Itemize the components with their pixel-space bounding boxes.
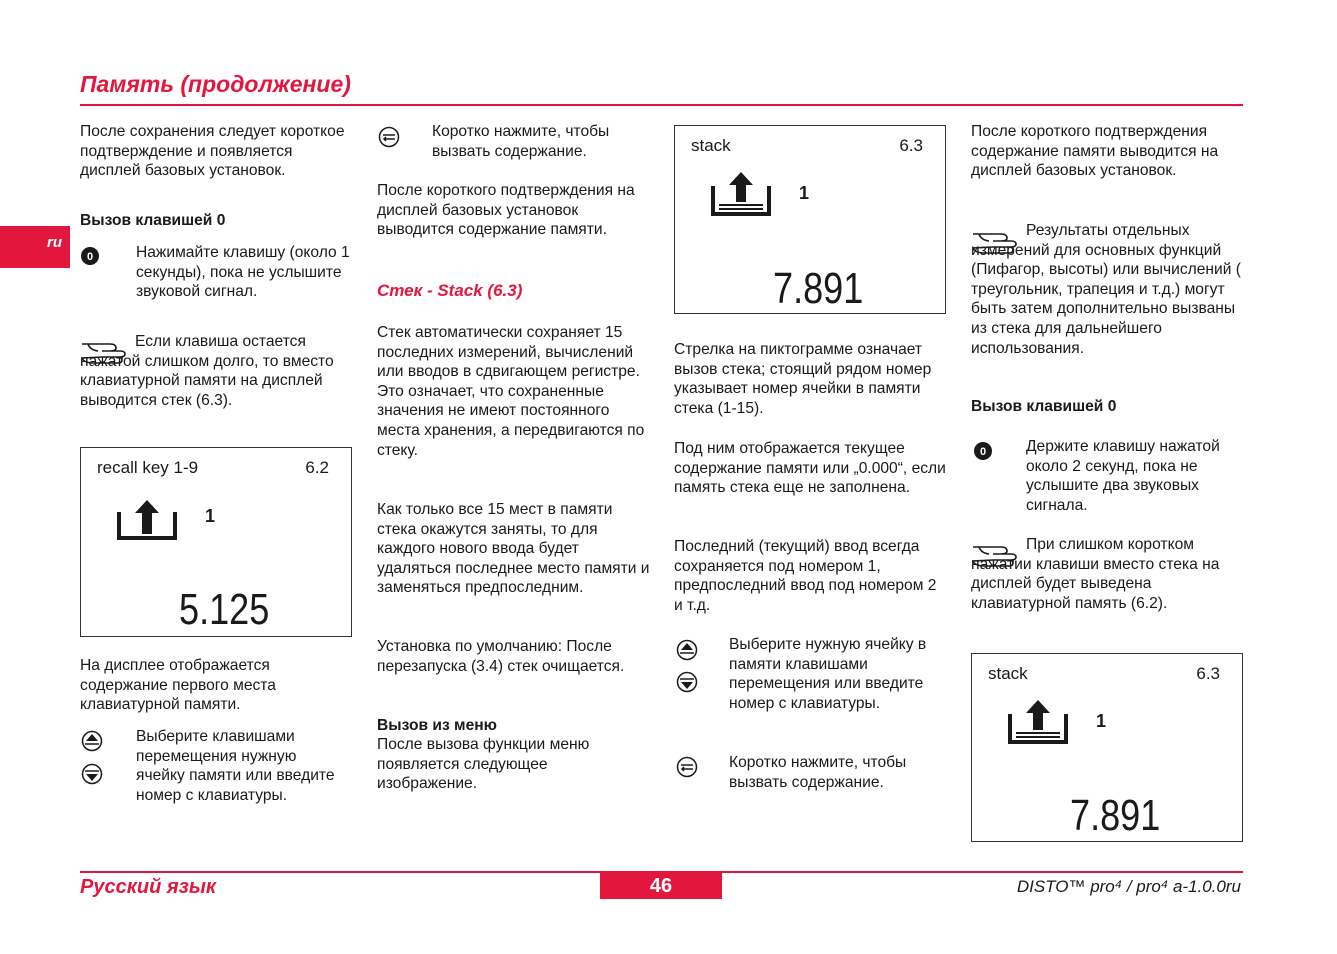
col3-p1: Стрелка на пиктограмме означает вызов стека; стоящий рядом номер указывает номер ячейки в памяти стека (1-15). bbox=[674, 341, 932, 417]
col3-nav-text: Выберите нужную ячейку в памяти клавишами перемещения или введите номер с клавиатуры. bbox=[729, 636, 927, 712]
arrow-down-key-icon bbox=[81, 763, 103, 790]
col4-key-heading: Вызов клавишей 0 bbox=[971, 398, 1117, 415]
memory-recall-icon bbox=[117, 498, 179, 545]
col3-p3: Последний (текущий) ввод всегда сохраняется под номером 1, предпоследний ввод под номером 2 и т.д. bbox=[674, 538, 937, 614]
svg-text:0: 0 bbox=[979, 446, 987, 458]
language-tab: ru bbox=[0, 226, 70, 268]
col2-press-text: Коротко нажмите, чтобы вызвать содержание. bbox=[432, 123, 610, 160]
display-cell-number: 1 bbox=[205, 506, 216, 526]
col2-menu-heading: Вызов из меню bbox=[377, 717, 497, 734]
footer-language: Русский язык bbox=[80, 876, 217, 898]
col4-key-text: Держите клавишу нажатой около 2 секунд, пока не услышите два звуковых сигнала. bbox=[1026, 438, 1220, 514]
col1-key-text: Нажимайте клавишу (около 1 секунды), пока не услышите звуковой сигнал. bbox=[136, 244, 350, 301]
col2-after-press: После короткого подтверждения на дисплей базовых установок выводится содержание памяти. bbox=[377, 182, 635, 239]
display-cell-number: 1 bbox=[799, 183, 810, 203]
display-label: stack bbox=[691, 136, 731, 155]
col4-intro: После короткого подтверждения содержание памяти выводится на дисплей базовых установок. bbox=[971, 123, 1219, 180]
header-rule bbox=[80, 104, 1243, 106]
section-title-stack: Стек - Stack (6.3) bbox=[377, 281, 523, 300]
display-code: 6.2 bbox=[305, 458, 329, 477]
enter-key-icon bbox=[676, 756, 698, 783]
footer-product: DISTO™ pro⁴ / pro⁴ a-1.0.0ru bbox=[1016, 877, 1241, 896]
col1-key-heading: Вызов клавишей 0 bbox=[80, 212, 226, 229]
display-code: 6.3 bbox=[1196, 664, 1220, 683]
arrow-up-key-icon bbox=[676, 639, 698, 666]
display-label: recall key 1-9 bbox=[97, 458, 199, 477]
display-code: 6.3 bbox=[899, 136, 923, 155]
col2-p2: Как только все 15 мест в памяти стека окажутся заняты, то для каждого нового ввода будет удаляться последнее место памяти и заменяться предпоследним. bbox=[377, 501, 650, 597]
page-number: 46 bbox=[600, 873, 722, 899]
display-recall-key bbox=[80, 447, 352, 637]
col4-note1: Результаты отдельных измерений для основных функций (Пифагор, высоты) или вычислений ( треугольник, трапеция и т.д.) могут быть затем дополнительно вызваны из стека для дальнейшего использования. bbox=[971, 222, 1241, 357]
col3-p2: Под ним отображается текущее содержание памяти или „0.000“, если память стека еще не заполнена. bbox=[674, 440, 946, 497]
display-stack-1 bbox=[674, 125, 946, 314]
display-value: 7.891 bbox=[1070, 791, 1161, 840]
display-cell-number: 1 bbox=[1096, 711, 1107, 731]
arrow-down-key-icon bbox=[676, 671, 698, 698]
arrow-up-key-icon bbox=[81, 730, 103, 757]
col1-intro: После сохранения следует короткое подтверждение и появляется дисплей базовых установок. bbox=[80, 123, 345, 180]
col2-p3: Установка по умолчанию: После перезапуска (3.4) стек очищается. bbox=[377, 638, 625, 675]
col1-after-display: На дисплее отображается содержание первого места клавиатурной памяти. bbox=[80, 657, 276, 714]
col2-p1: Стек автоматически сохраняет 15 последних измерений, вычислений или вводов в сдвигающем регистре. Это означает, что сохраненные значения не имеют постоянного места хранения, а передвигаются по стеку. bbox=[377, 324, 645, 459]
page-title: Память (продолжение) bbox=[80, 71, 351, 97]
display-stack-2 bbox=[971, 653, 1243, 842]
col1-nav-text: Выберите клавишами перемещения нужную ячейку памяти или введите номер с клавиатуры. bbox=[136, 728, 335, 804]
stack-recall-icon bbox=[711, 170, 773, 221]
display-value: 7.891 bbox=[773, 264, 864, 313]
display-label: stack bbox=[988, 664, 1028, 683]
stack-recall-icon bbox=[1008, 698, 1070, 749]
enter-key-icon bbox=[378, 126, 400, 153]
col1-note: Если клавиша остается нажатой слишком долго, то вместо клавиатурной памяти на дисплей выводится стек (6.3). bbox=[80, 333, 334, 409]
col2-menu-text: После вызова функции меню появляется следующее изображение. bbox=[377, 736, 590, 793]
key-zero-icon bbox=[973, 441, 993, 466]
display-value: 5.125 bbox=[179, 585, 270, 634]
svg-text:0: 0 bbox=[86, 251, 94, 263]
col4-note2: При слишком коротком нажатии клавиши вместо стека на дисплей будет выведена клавиатурной память (6.2). bbox=[971, 536, 1220, 612]
col3-press-text: Коротко нажмите, чтобы вызвать содержание. bbox=[729, 754, 907, 791]
key-zero-icon bbox=[80, 246, 100, 271]
